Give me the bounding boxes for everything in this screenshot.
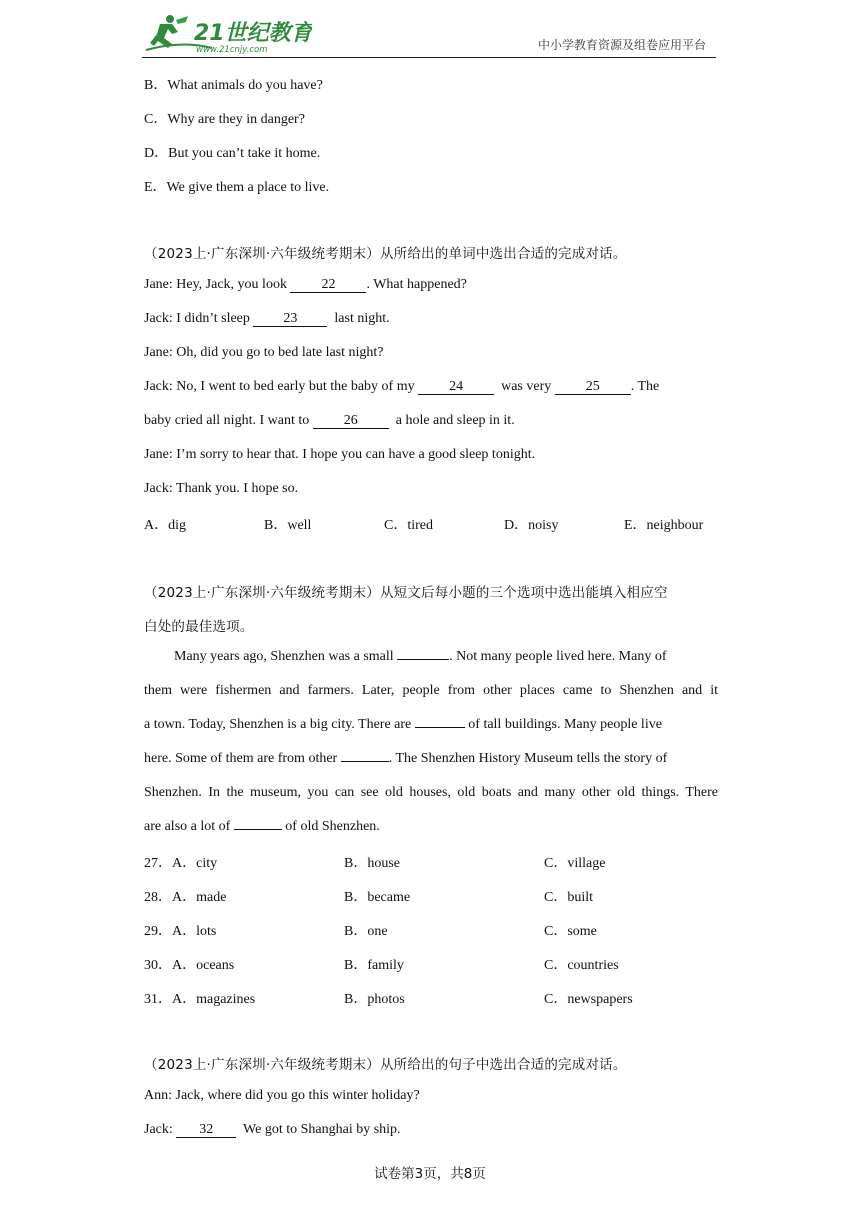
choice-a: A．lots xyxy=(172,924,217,939)
question-number: 31． xyxy=(144,992,172,1007)
option-b: B．What animals do you have? xyxy=(144,78,323,93)
choice-a: A．oceans xyxy=(172,958,235,973)
question-number: 29． xyxy=(144,924,172,939)
dialogue-line-1 xyxy=(144,277,467,293)
page-header xyxy=(142,10,716,58)
blank-32[interactable]: 32 xyxy=(176,1123,236,1138)
dialogue-line-6: Jane: I’m sorry to hear that. I hope you can have a good sleep tonight. xyxy=(144,447,536,462)
passage-text: . Not many people lived here. Many of xyxy=(449,649,667,664)
section2-instruction: （2023上·广东深圳·六年级统考期末）从所给出的单词中选出合适的完成对话。 xyxy=(144,246,627,262)
question-29-choice-b: B．one xyxy=(344,924,388,939)
passage-text: Many years ago, Shenzhen was a small xyxy=(174,649,398,664)
section4-instruction: （2023上·广东深圳·六年级统考期末）从所给出的句子中选出合适的完成对话。 xyxy=(144,1057,627,1073)
blank-25[interactable]: 25 xyxy=(555,380,631,395)
choice-a: A．magazines xyxy=(172,992,256,1007)
choice-a: A．made xyxy=(172,890,227,905)
dialogue2-line-2 xyxy=(144,1122,401,1138)
site-logo xyxy=(142,10,312,56)
dialogue-text: a hole and sleep in it. xyxy=(388,413,515,428)
blank-22[interactable]: 22 xyxy=(290,278,366,293)
blank-24[interactable]: 24 xyxy=(418,380,494,395)
platform-title: 中小学教育资源及组卷应用平台 xyxy=(537,38,706,52)
blank-29[interactable] xyxy=(415,727,465,728)
blank-27[interactable] xyxy=(397,659,449,660)
blank-23[interactable]: 23 xyxy=(253,312,327,327)
question-number: 27． xyxy=(144,856,172,871)
passage-line-1 xyxy=(174,649,667,665)
dialogue-text: baby cried all night. I want to xyxy=(144,413,313,428)
word-choice-e: E．neighbour xyxy=(624,518,704,533)
dialogue-text: . The xyxy=(630,379,660,394)
passage-text: here. Some of them are from other xyxy=(144,751,341,766)
word-choice-b: B．well xyxy=(264,518,312,533)
question-28 xyxy=(144,886,226,906)
question-27-choice-c: C．village xyxy=(544,856,606,871)
passage-line-2: them were fishermen and farmers. Later, people from other places came to Shenzhen and it xyxy=(144,683,718,698)
dialogue-text: Jane: Hey, Jack, you look xyxy=(144,277,291,292)
question-29-choice-c: C．some xyxy=(544,924,597,939)
passage-text: are also a lot of xyxy=(144,819,234,834)
blank-30[interactable] xyxy=(341,761,389,762)
section3-instruction-line1: （2023上·广东深圳·六年级统考期末）从短文后每小题的三个选项中选出能填入相应空 xyxy=(144,585,668,601)
question-28-choice-b: B．became xyxy=(344,890,411,905)
question-28-choice-c: C．built xyxy=(544,890,594,905)
dialogue-text: Jack: No, I went to bed early but the baby of my xyxy=(144,379,419,394)
question-27-choice-b: B．house xyxy=(344,856,400,871)
passage-line-5: Shenzhen. In the museum, you can see old houses, old boats and many other old things. There xyxy=(144,785,718,800)
dialogue-text: . What happened? xyxy=(366,277,467,292)
dialogue-line-3: Jane: Oh, did you go to bed late last night? xyxy=(144,345,384,360)
dialogue-text: was very xyxy=(494,379,555,394)
passage-text: . The Shenzhen History Museum tells the story of xyxy=(388,751,668,766)
question-31-choice-b: B．photos xyxy=(344,992,405,1007)
dialogue-text: Jack: I didn’t sleep xyxy=(144,311,254,326)
dialogue-text: We got to Shanghai by ship. xyxy=(236,1122,401,1137)
page-footer: 试卷第3页，共8页 xyxy=(374,1166,486,1182)
question-30-choice-b: B．family xyxy=(344,958,404,973)
choice-a: A．city xyxy=(172,856,218,871)
logo-url: www.21cnjy.com xyxy=(196,45,268,55)
passage-line-3 xyxy=(144,717,662,733)
word-choice-a: A．dig xyxy=(144,518,186,533)
passage-line-4 xyxy=(144,751,667,767)
dialogue-text: last night. xyxy=(327,311,390,326)
logo-text: 21世纪教育 xyxy=(194,21,312,46)
option-c: C．Why are they in danger? xyxy=(144,112,305,127)
dialogue-line-5 xyxy=(144,413,515,429)
question-27 xyxy=(144,852,217,872)
question-30 xyxy=(144,954,234,974)
word-choice-c: C．tired xyxy=(384,518,433,533)
question-29 xyxy=(144,920,216,940)
option-e: E．We give them a place to live. xyxy=(144,180,330,195)
dialogue-line-7: Jack: Thank you. I hope so. xyxy=(144,481,299,496)
question-31 xyxy=(144,988,255,1008)
question-31-choice-c: C．newspapers xyxy=(544,992,633,1007)
passage-line-6 xyxy=(144,819,380,835)
passage-text: a town. Today, Shenzhen is a big city. There are xyxy=(144,717,415,732)
option-d: D．But you can’t take it home. xyxy=(144,146,321,161)
question-number: 28． xyxy=(144,890,172,905)
dialogue-line-2 xyxy=(144,311,390,327)
dialogue2-line-1: Ann: Jack, where did you go this winter holiday? xyxy=(144,1088,420,1103)
passage-text: of old Shenzhen. xyxy=(281,819,380,834)
word-choice-d: D．noisy xyxy=(504,518,559,533)
dialogue-line-4 xyxy=(144,379,659,395)
section3-instruction-line2: 白处的最佳选项。 xyxy=(144,619,254,635)
blank-26[interactable]: 26 xyxy=(313,414,389,429)
question-number: 30． xyxy=(144,958,172,973)
passage-text: of tall buildings. Many people live xyxy=(464,717,662,732)
dialogue-text: Jack: xyxy=(144,1122,177,1137)
blank-31[interactable] xyxy=(234,829,282,830)
logo-graphic xyxy=(142,10,312,56)
question-30-choice-c: C．countries xyxy=(544,958,619,973)
